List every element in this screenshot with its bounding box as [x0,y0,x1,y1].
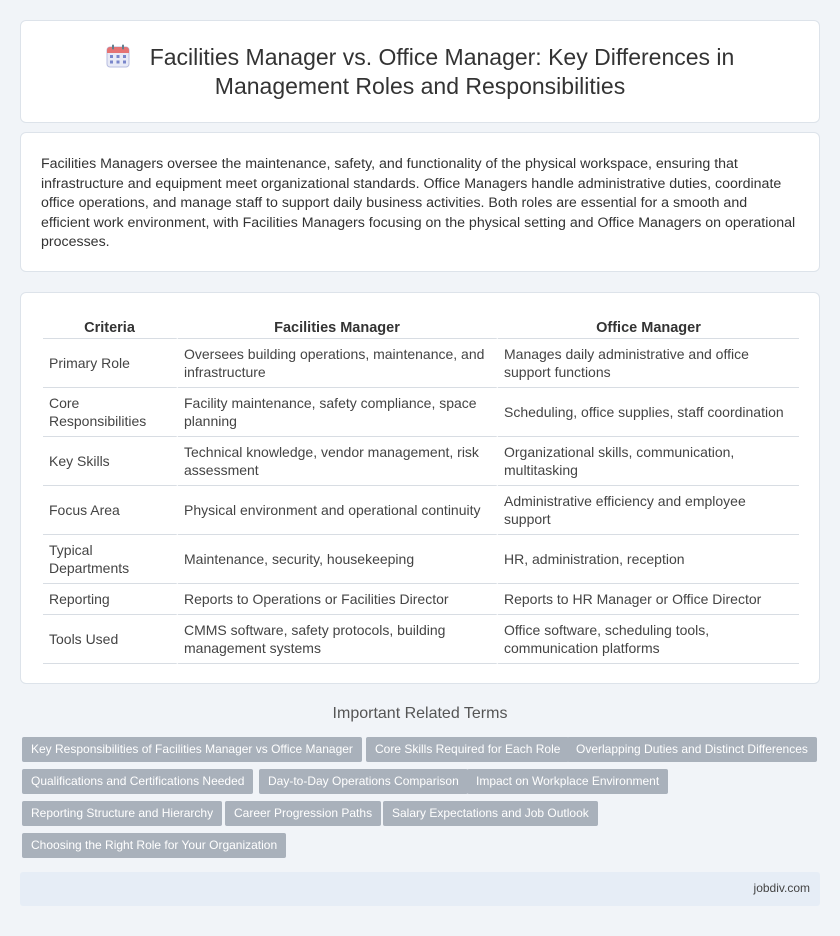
table-row [43,584,799,615]
row-facilities-value: Facility maintenance, safety compliance, space planning [178,388,498,437]
title-line-2: Management Roles and Responsibilities [214,73,626,99]
related-tag[interactable]: Day-to-Day Operations Comparison [259,769,468,794]
header-facilities-manager: Facilities Manager [178,315,498,339]
row-office-value: Scheduling, office supplies, staff coordination [498,388,799,437]
related-tag[interactable]: Qualifications and Certifications Needed [22,769,253,794]
row-facilities-value: Maintenance, security, housekeeping [178,535,498,584]
table-row [43,437,799,486]
row-office-value: Manages daily administrative and office support functions [498,339,799,388]
row-criteria: Core Responsibilities [43,388,178,437]
related-tag[interactable]: Reporting Structure and Hierarchy [22,801,222,826]
table-row [43,535,799,584]
table-row [43,615,799,664]
row-office-value: HR, administration, reception [498,535,799,584]
row-criteria: Key Skills [43,437,178,486]
page-title [21,43,819,101]
related-tag[interactable]: Core Skills Required for Each Role [366,737,569,762]
row-criteria: Reporting [43,584,178,615]
comparison-table [43,315,799,664]
row-office-value: Organizational skills, communication, multitasking [498,437,799,486]
related-tag[interactable]: Choosing the Right Role for Your Organization [22,833,286,858]
footer [20,872,820,906]
row-facilities-value: CMMS software, safety protocols, building management systems [178,615,498,664]
row-facilities-value: Technical knowledge, vendor management, risk assessment [178,437,498,486]
row-facilities-value: Physical environment and operational continuity [178,486,498,535]
related-tag[interactable]: Salary Expectations and Job Outlook [383,801,598,826]
row-office-value: Reports to HR Manager or Office Director [498,584,799,615]
row-facilities-value: Oversees building operations, maintenance, and infrastructure [178,339,498,388]
intro-card [20,132,820,272]
title-card [20,20,820,123]
comparison-card [20,292,820,684]
row-office-value: Administrative efficiency and employee support [498,486,799,535]
row-office-value: Office software, scheduling tools, communication platforms [498,615,799,664]
header-office-manager: Office Manager [498,315,799,339]
related-tag[interactable]: Impact on Workplace Environment [467,769,668,794]
row-criteria: Focus Area [43,486,178,535]
row-criteria: Primary Role [43,339,178,388]
row-facilities-value: Reports to Operations or Facilities Director [178,584,498,615]
title-line-1: Facilities Manager vs. Office Manager: Key Differences in [149,44,735,70]
related-tag[interactable]: Key Responsibilities of Facilities Manager vs Office Manager [22,737,362,762]
related-tag[interactable]: Career Progression Paths [225,801,381,826]
row-criteria: Typical Departments [43,535,178,584]
header-criteria: Criteria [43,315,178,339]
intro-paragraph: Facilities Managers oversee the maintenance, safety, and functionality of the physical workspace, ensuring that infrastructure and equipment meet organizational standards. Office Managers handle administrative duties, coordinate office operations, and manage staff to support daily business activities. Both roles are essential for a smooth and efficient work environment, with Facilities Managers focusing on the physical setting and Office Managers on operational processes. [41,156,796,251]
table-row [43,339,799,388]
calendar-icon [106,44,130,68]
footer-site-link[interactable]: jobdiv.com [753,881,810,895]
table-row [43,486,799,535]
related-tag[interactable]: Overlapping Duties and Distinct Differences [567,737,817,762]
table-row [43,388,799,437]
table-header-row [43,315,799,339]
row-criteria: Tools Used [43,615,178,664]
related-terms-heading: Important Related Terms [332,705,508,722]
